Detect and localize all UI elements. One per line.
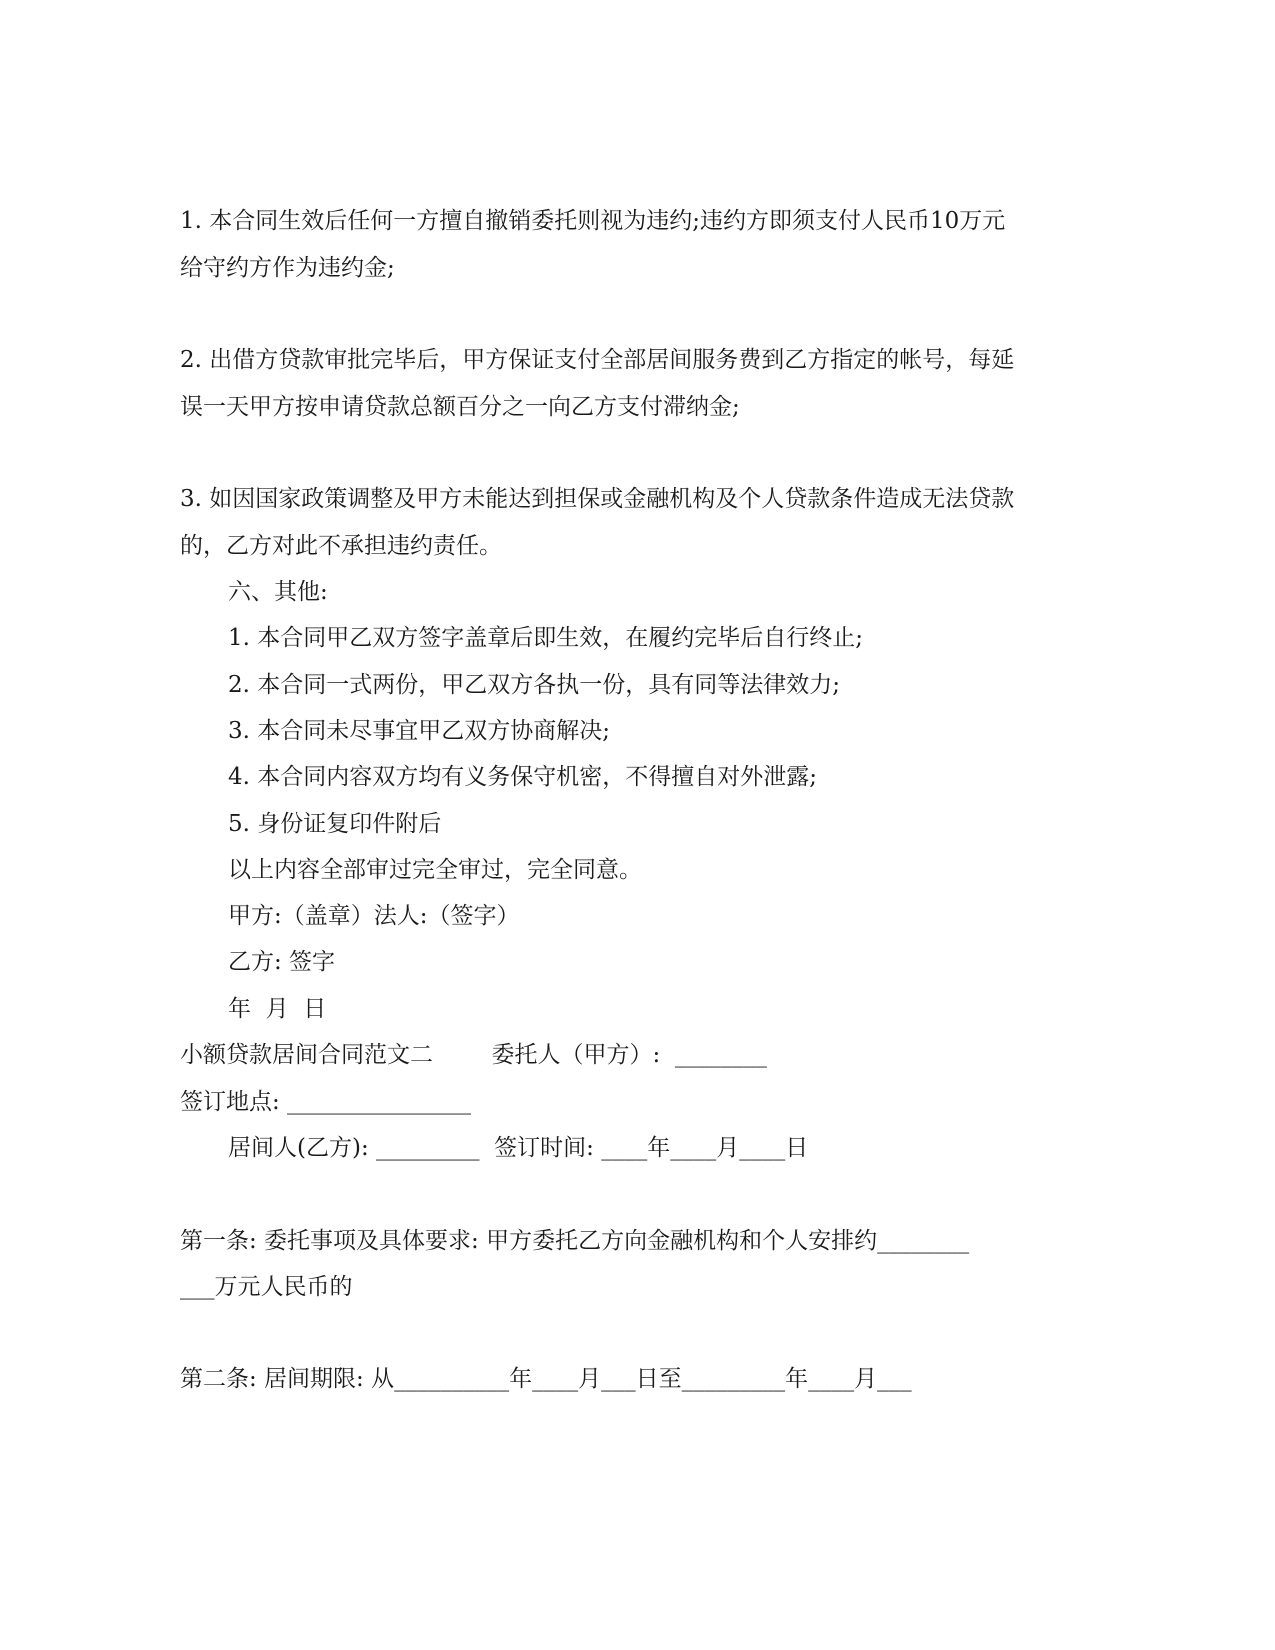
- section6-item-5: 5. 身份证复印件附后: [228, 811, 442, 837]
- section6-item-3: 3. 本合同未尽事宜甲乙双方协商解决;: [228, 718, 611, 744]
- article2-line1: 第二条: 居间期限: 从__________年____月___日至_________年____月___: [180, 1366, 912, 1392]
- party-a-signature-line: 甲方:（盖章）法人:（签字）: [228, 903, 520, 929]
- section6-heading: 六、其他:: [228, 579, 328, 605]
- party-b-signature-line: 乙方: 签字: [228, 949, 336, 975]
- section5-item2-line2: 误一天甲方按申请贷款总额百分之一向乙方支付滞纳金;: [180, 394, 740, 420]
- agreement-statement: 以上内容全部审过完全审过，完全同意。: [228, 857, 642, 883]
- contract2-title-line: 小额贷款居间合同范文二 委托人（甲方）: ________: [180, 1042, 767, 1068]
- section6-item-4: 4. 本合同内容双方均有义务保守机密，不得擅自对外泄露;: [228, 764, 818, 790]
- section5-item1-line2: 给守约方作为违约金;: [180, 255, 395, 281]
- section5-item2-line1: 2. 出借方贷款审批完毕后，甲方保证支付全部居间服务费到乙方指定的帐号，每延: [180, 347, 1015, 373]
- sign-place-line: 签订地点: ________________: [180, 1089, 472, 1115]
- section5-item1-line1: 1. 本合同生效后任何一方擅自撤销委托则视为违约;违约方即须支付人民币10万元: [180, 208, 1006, 234]
- section5-item3-line1: 3. 如因国家政策调整及甲方未能达到担保或金融机构及个人贷款条件造成无法贷款: [180, 486, 1015, 512]
- article1-line2: ___万元人民币的: [180, 1274, 353, 1300]
- section6-item-1: 1. 本合同甲乙双方签字盖章后即生效，在履约完毕后自行终止;: [228, 625, 864, 651]
- article1-line1: 第一条: 委托事项及具体要求: 甲方委托乙方向金融机构和个人安排约________: [180, 1228, 970, 1254]
- section6-item-2: 2. 本合同一式两份，甲乙双方各执一份，具有同等法律效力;: [228, 672, 841, 698]
- date-line: 年 月 日: [228, 996, 327, 1022]
- section5-item3-line2: 的，乙方对此不承担违约责任。: [180, 533, 502, 559]
- intermediary-line: 居间人(乙方): _________ 签订时间: ____年____月____日: [228, 1135, 809, 1161]
